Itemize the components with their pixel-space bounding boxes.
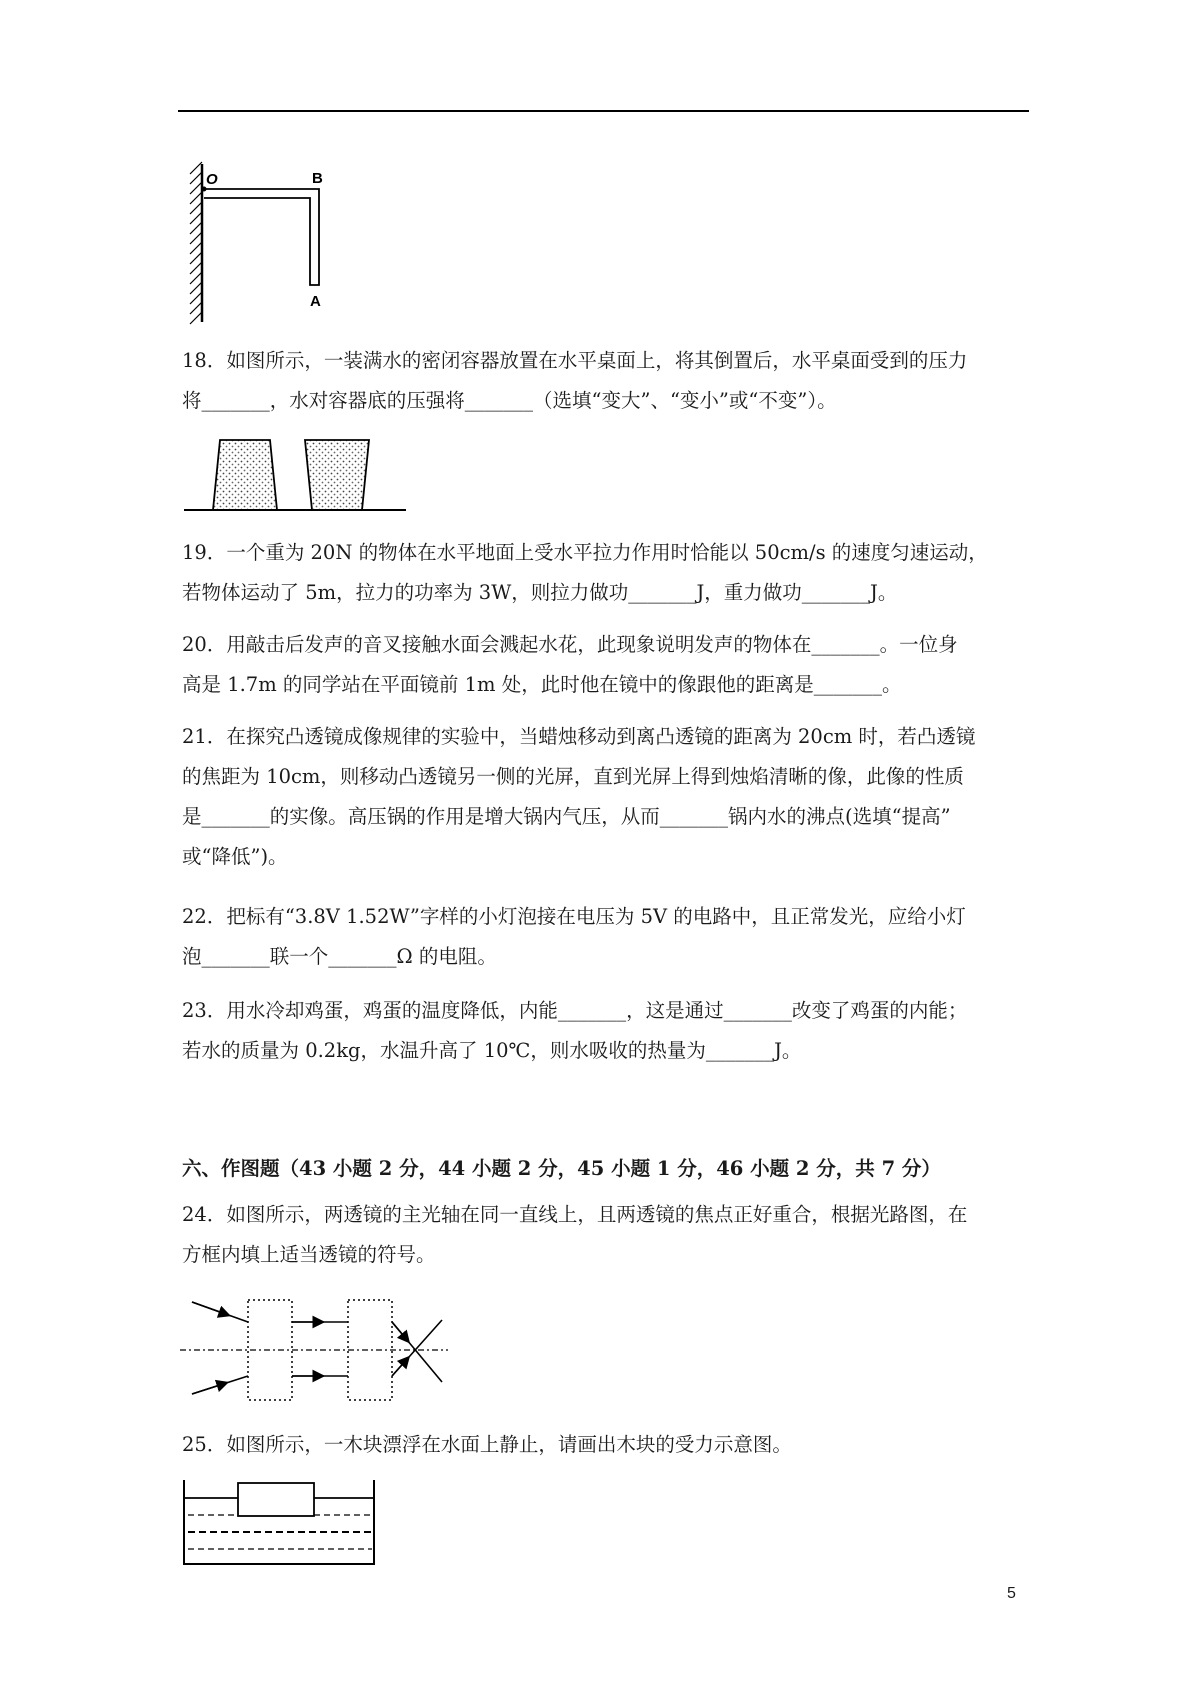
question-line: 若水的质量为 0.2kg，水温升高了 10℃，则水吸收的热量为_______J。 [182, 1039, 802, 1062]
question-line: 23．用水冷却鸡蛋，鸡蛋的温度降低，内能_______，这是通过_______改变了鸡蛋的内能； [182, 999, 968, 1022]
containers-figure [180, 436, 410, 516]
question-line: 是_______的实像。高压锅的作用是增大锅内气压，从而_______锅内水的沸点(选填“提高” [182, 805, 951, 828]
lever-label-o: O [206, 171, 218, 188]
page-number: 5 [1007, 1585, 1016, 1602]
question-line: 高是 1.7m 的同学站在平面镜前 1m 处，此时他在镜中的像跟他的距离是_______。 [182, 673, 902, 696]
lever-label-a: A [310, 293, 321, 310]
question-line: 20．用敲击后发声的音叉接触水面会溅起水花，此现象说明发声的物体在_______。一位身 [182, 633, 958, 656]
question-line: 将_______，水对容器底的压强将_______（选填“变大”、“变小”或“不变”）。 [182, 389, 837, 412]
question-23 [182, 991, 1032, 1071]
question-line: 若物体运动了 5m，拉力的功率为 3W，则拉力做功_______J，重力做功_______J。 [182, 581, 898, 604]
question-line: 24．如图所示，两透镜的主光轴在同一直线上，且两透镜的焦点正好重合，根据光路图，在 [182, 1203, 968, 1226]
question-line: 方框内填上适当透镜的符号。 [182, 1243, 436, 1266]
question-line: 19．一个重为 20N 的物体在水平地面上受水平拉力作用时恰能以 50cm/s 的速度匀速运动， [182, 541, 988, 564]
question-18 [182, 341, 1032, 421]
lever-label-b: B [312, 170, 323, 187]
question-21 [182, 717, 1032, 877]
lever-figure [180, 160, 340, 325]
section-heading: 六、作图题（43 小题 2 分，44 小题 2 分，45 小题 1 分，46 小题 2 分，共 7 分） [182, 1157, 941, 1180]
question-22 [182, 897, 1032, 977]
floating-block-figure [180, 1478, 380, 1568]
question-line: 22．把标有“3.8V 1.52W”字样的小灯泡接在电压为 5V 的电路中，且正常发光，应给小灯 [182, 905, 966, 928]
lens-optics-figure [180, 1292, 450, 1408]
question-line: 18．如图所示，一装满水的密闭容器放置在水平桌面上，将其倒置后，水平桌面受到的压力 [182, 349, 968, 372]
question-line: 或“降低”)。 [182, 845, 288, 868]
question-line: 泡_______联一个_______Ω 的电阻。 [182, 945, 497, 968]
question-20 [182, 625, 1032, 705]
header-rule [178, 110, 1029, 112]
question-line: 的焦距为 10cm，则移动凸透镜另一侧的光屏，直到光屏上得到烛焰清晰的像，此像的性质 [182, 765, 964, 788]
question-19 [182, 533, 1032, 613]
question-line: 21．在探究凸透镜成像规律的实验中，当蜡烛移动到离凸透镜的距离为 20cm 时，若凸透镜 [182, 725, 976, 748]
question-24 [182, 1195, 1032, 1275]
question-line: 25．如图所示，一木块漂浮在水面上静止，请画出木块的受力示意图。 [182, 1433, 792, 1456]
question-25 [182, 1425, 1032, 1465]
